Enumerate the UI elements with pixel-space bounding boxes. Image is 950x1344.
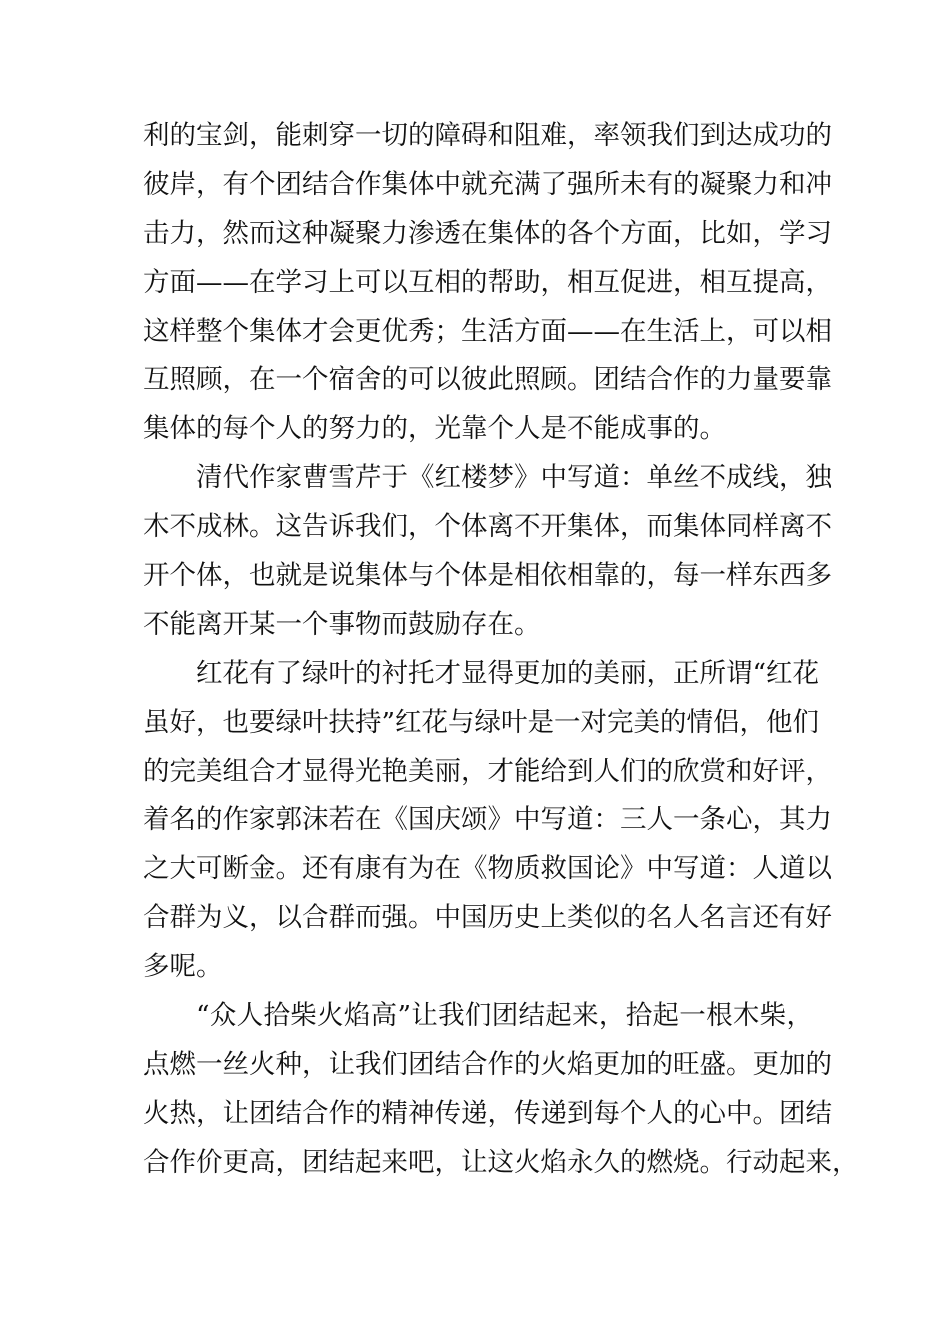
text-line: 击力，然而这种凝聚力渗透在集体的各个方面，比如，学习 [143, 217, 832, 249]
text-line: 集体的每个人的努力的，光靠个人是不能成事的。 [143, 413, 726, 445]
paragraph-first-line: 红花有了绿叶的衬托才显得更加的美丽，正所谓“红花 [196, 657, 820, 689]
text-line: 的完美组合才显得光艳美丽，才能给到人们的欣赏和好评， [143, 755, 832, 787]
text-line: 着名的作家郭沫若在《国庆颂》中写道：三人一条心，其力 [143, 804, 832, 836]
text-line: 多呢。 [143, 951, 223, 983]
text-line: 利的宝剑，能刺穿一切的障碍和阻难，率领我们到达成功的 [143, 120, 832, 151]
text-line: 合作价更高，团结起来吧，让这火焰永久的燃烧。行动起来， [143, 1146, 859, 1178]
text-line: 这样整个集体才会更优秀；生活方面——在生活上，可以相 [143, 315, 832, 347]
text-line: 方面——在学习上可以互相的帮助，相互促进，相互提高， [143, 266, 832, 298]
text-line: 开个体，也就是说集体与个体是相依相靠的，每一样东西多 [143, 560, 832, 592]
text-line: 彼岸，有个团结合作集体中就充满了强所未有的凝聚力和冲 [143, 168, 832, 200]
text-line: 点燃一丝火种，让我们团结合作的火焰更加的旺盛。更加的 [143, 1048, 832, 1080]
text-line: 合群为义，以合群而强。中国历史上类似的名人名言还有好 [143, 902, 832, 934]
text-line: 木不成林。这告诉我们，个体离不开集体，而集体同样离不 [143, 511, 832, 543]
body-text [143, 112, 859, 1188]
text-line: 不能离开某一个事物而鼓励存在。 [143, 608, 541, 640]
text-line: 虽好，也要绿叶扶持”红花与绿叶是一对完美的情侣，他们 [143, 706, 820, 738]
paragraph-first-line: 清代作家曹雪芹于《红楼梦》中写道：单丝不成线，独 [196, 462, 832, 494]
text-line: 火热，让团结合作的精神传递，传递到每个人的心中。团结 [143, 1097, 832, 1129]
text-line: 互照顾，在一个宿舍的可以彼此照顾。团结合作的力量要靠 [143, 364, 832, 396]
text-line: 之大可断金。还有康有为在《物质救国论》中写道：人道以 [143, 853, 832, 885]
paragraph-first-line: “众人拾柴火焰高”让我们团结起来，拾起一根木柴， [196, 1000, 813, 1032]
